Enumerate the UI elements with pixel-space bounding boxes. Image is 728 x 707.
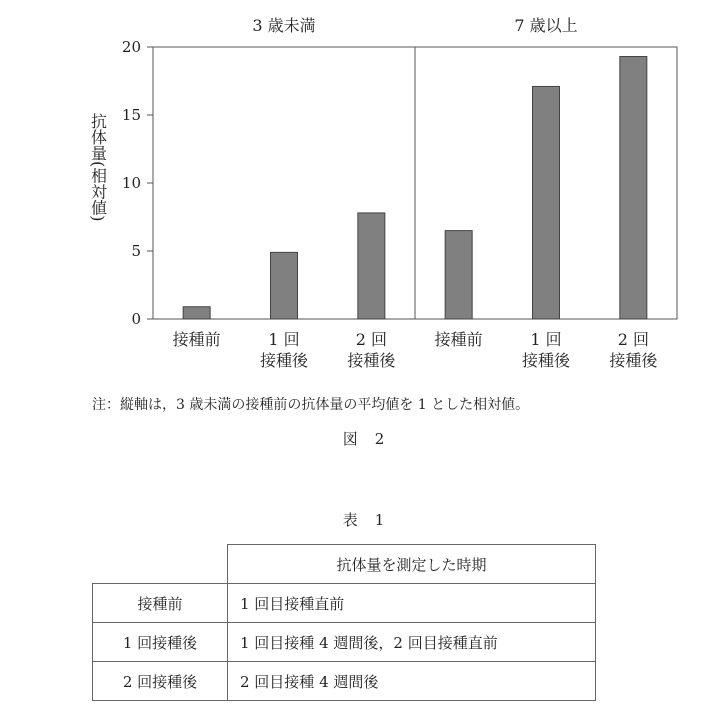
table-header-cell: 抗体量を測定した時期 (228, 545, 596, 584)
chart-note: 注：縦軸は，3 歳未満の接種前の抗体量の平均値を 1 とした相対値。 (92, 397, 530, 413)
bar (620, 57, 647, 319)
x-tick-label: 2 回接種後 (347, 330, 396, 370)
panel-title: 7 歳以上 (514, 16, 578, 35)
figure-caption: 図 2 (342, 430, 386, 448)
table-caption: 表 1 (342, 511, 386, 529)
bar (358, 213, 385, 319)
table-header-row (93, 545, 596, 584)
y-axis-label: 抗体量(相対値) (88, 113, 108, 222)
table-row-value: 2 回目接種 4 週間後 (228, 662, 596, 701)
x-tick-label: 1 回接種後 (521, 330, 571, 370)
measurement-timing-table (92, 544, 596, 701)
table-row (93, 662, 596, 701)
y-tick-label: 20 (121, 38, 141, 56)
x-tick-label: 1 回接種後 (259, 330, 309, 370)
table-row-label: 2 回接種後 (93, 662, 228, 701)
bar (183, 307, 210, 319)
table-row (93, 584, 596, 623)
x-tick-label: 接種前 (434, 330, 483, 349)
table-row-label: 接種前 (93, 584, 228, 623)
x-tick-label: 接種前 (172, 330, 221, 349)
bar (445, 231, 472, 319)
bar (271, 252, 298, 319)
table-row-value: 1 回目接種 4 週間後，2 回目接種直前 (228, 623, 596, 662)
table-corner-cell (93, 545, 228, 584)
y-tick-label: 10 (121, 174, 141, 192)
y-tick-label: 15 (121, 106, 141, 124)
table-row (93, 623, 596, 662)
x-tick-label: 2 回接種後 (609, 330, 658, 370)
panel-title: 3 歳未満 (252, 16, 316, 35)
bar (533, 86, 560, 319)
y-tick-label: 5 (131, 242, 141, 260)
y-tick-label: 0 (131, 310, 141, 328)
table-row-value: 1 回目接種直前 (228, 584, 596, 623)
table-row-label: 1 回接種後 (93, 623, 228, 662)
